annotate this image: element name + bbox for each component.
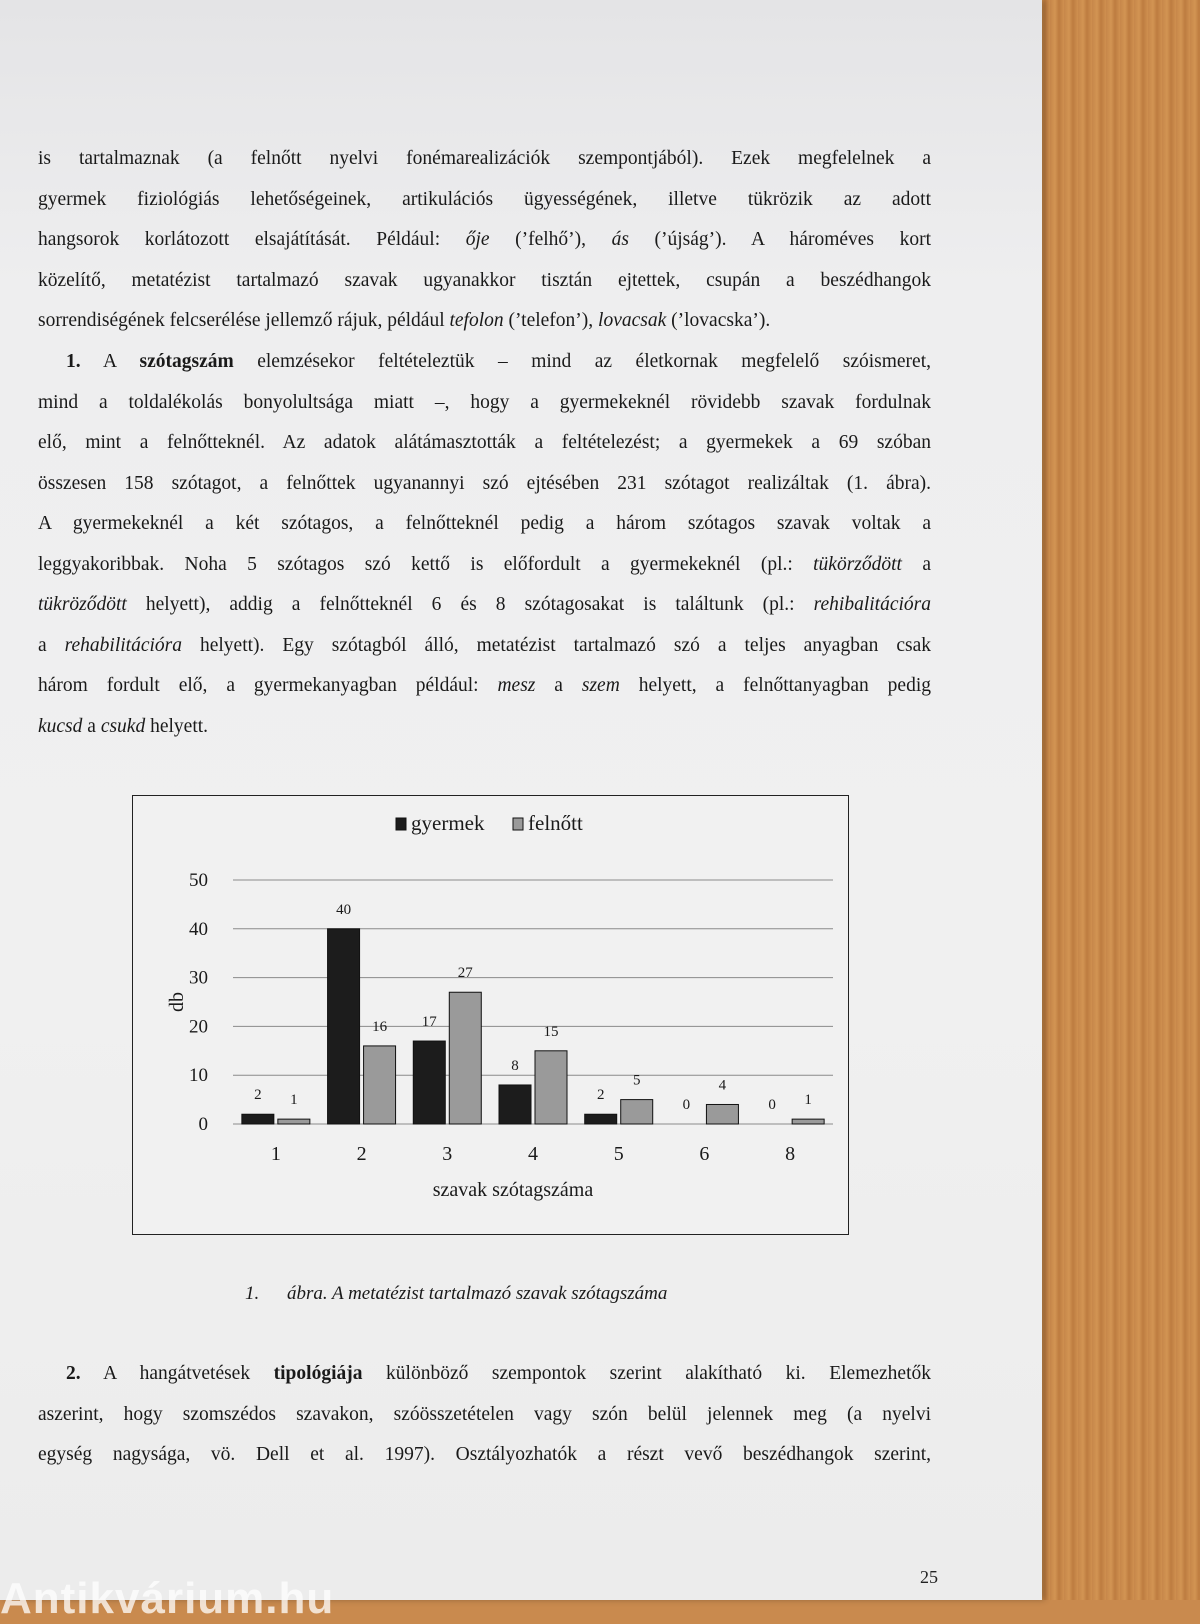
data-label: 15 <box>543 1023 559 1040</box>
data-label: 40 <box>336 901 352 918</box>
x-tick-label: 1 <box>270 1143 281 1165</box>
bar-felnott <box>278 1119 310 1124</box>
bar-gyermek <box>328 929 360 1124</box>
x-tick-label: 8 <box>785 1143 796 1165</box>
x-tick-label: 6 <box>699 1143 710 1165</box>
x-tick-label: 2 <box>356 1143 367 1165</box>
text-line: sorrendiségének felcserélése jellemző rájuk, például tefolon (’telefon’), lovacsak (’lovacska’). <box>38 310 771 331</box>
data-label: 17 <box>421 1014 437 1031</box>
data-label: 5 <box>632 1072 641 1089</box>
data-label: 2 <box>596 1087 605 1104</box>
bar-felnott <box>706 1104 738 1124</box>
watermark: Antikvárium.hu <box>0 1574 335 1623</box>
y-tick-label: 40 <box>189 918 208 940</box>
text-line: tükröződött helyett), addig a felnőtteknél 6 és 8 szótagosakat is találtunk (pl.: rehibalitációra <box>38 594 931 615</box>
paragraph-2 <box>38 342 931 747</box>
bar-gyermek <box>242 1114 274 1124</box>
y-axis-label: db <box>166 992 188 1012</box>
y-tick-label: 0 <box>198 1114 208 1135</box>
paragraph-1 <box>38 139 931 342</box>
y-tick-label: 50 <box>189 870 208 891</box>
text-line: 1. A szótagszám elemzésekor feltételeztük – mind az életkornak megfelelő szóismeret, <box>66 351 931 372</box>
text-line: is tartalmaznak (a felnőtt nyelvi fonémarealizációk szempontjából). Ezek megfelelnek a <box>38 148 931 169</box>
y-tick-label: 10 <box>189 1065 208 1087</box>
figure-caption <box>245 1283 667 1305</box>
bar-gyermek <box>499 1085 531 1124</box>
data-label: 27 <box>457 965 473 982</box>
legend-label: felnőtt <box>528 811 583 835</box>
data-label: 8 <box>511 1057 519 1074</box>
bar-gyermek <box>585 1114 617 1124</box>
bar-felnott <box>621 1100 653 1124</box>
paragraph-3 <box>38 1354 931 1476</box>
text-line: egység nagysága, vö. Dell et al. 1997). Osztályozhatók a részt vevő beszédhangok szerint, <box>38 1444 931 1465</box>
legend-swatch <box>513 818 523 830</box>
text-line: mind a toldalékolás bonyolultsága miatt –, hogy a gyermekeknél rövidebb szavak fordulnak <box>38 391 931 413</box>
figure-caption-text: ábra. A metatézist tartalmazó szavak szótagszáma <box>287 1283 668 1304</box>
text-line: közelítő, metatézist tartalmazó szavak ugyanakkor tisztán ejtettek, csupán a beszédhangok <box>38 269 931 291</box>
bar-felnott <box>449 992 481 1124</box>
bar-felnott <box>364 1046 396 1124</box>
x-axis-label: szavak szótagszáma <box>432 1179 594 1201</box>
data-label: 2 <box>254 1087 262 1104</box>
data-label: 1 <box>290 1092 298 1109</box>
x-tick-label: 5 <box>613 1143 624 1165</box>
data-label: 4 <box>718 1077 727 1094</box>
data-label: 1 <box>804 1092 812 1109</box>
legend-swatch <box>396 818 406 830</box>
bar-chart <box>132 795 849 1235</box>
x-tick-label: 4 <box>528 1143 538 1165</box>
text-line: a rehabilitációra helyett). Egy szótagból álló, metatézist tartalmazó szó a teljes anyagban csak <box>38 634 931 656</box>
data-label: 16 <box>372 1018 388 1035</box>
page-number: 25 <box>920 1567 938 1587</box>
bar-gyermek <box>413 1041 445 1124</box>
text-line: kucsd a csukd helyett. <box>38 715 209 737</box>
data-label: 0 <box>682 1097 691 1113</box>
text-line: összesen 158 szótagot, a felnőttek ugyanannyi szó ejtésében 231 szótagot realizáltak (1. ábra). <box>38 472 931 494</box>
text-line: gyermek fiziológiás lehetőségeinek, artikulációs ügyességének, illetve tükrözik az adott <box>38 188 931 210</box>
y-tick-label: 30 <box>189 967 208 989</box>
bar-felnott <box>535 1051 567 1124</box>
figure-number: 1. <box>245 1283 260 1304</box>
text-line: három fordult elő, a gyermekanyagban például: mesz a szem helyett, a felnőttanyagban pedig <box>38 675 931 696</box>
text-line: aszerint, hogy szomszédos szavakon, szóösszetételen vagy szón belül jelennek meg (a nyelvi <box>38 1403 931 1425</box>
text-line: A gyermekeknél a két szótagos, a felnőtteknél pedig a három szótagos szavak voltak a <box>38 513 931 534</box>
data-label: 0 <box>768 1097 776 1113</box>
bar-felnott <box>792 1119 824 1124</box>
text-line: 2. A hangátvetések tipológiája különböző szempontok szerint alakítható ki. Elemezhetők <box>66 1363 931 1384</box>
chart-canvas <box>133 796 848 1234</box>
y-tick-label: 20 <box>189 1016 208 1038</box>
legend-label: gyermek <box>411 811 485 835</box>
text-line: elő, mint a felnőtteknél. Az adatok alátámasztották a feltételezést; a gyermekek a 69 szóban <box>38 432 931 453</box>
text-line: leggyakoribbak. Noha 5 szótagos szó kettő is előfordult a gyermekeknél (pl.: tükörződött a <box>38 553 931 575</box>
text-line: hangsorok korlátozott elsajátítását. Például: ője (’felhő’), ás (’újság’). A hároméves kort <box>38 229 931 250</box>
x-tick-label: 3 <box>442 1143 453 1165</box>
